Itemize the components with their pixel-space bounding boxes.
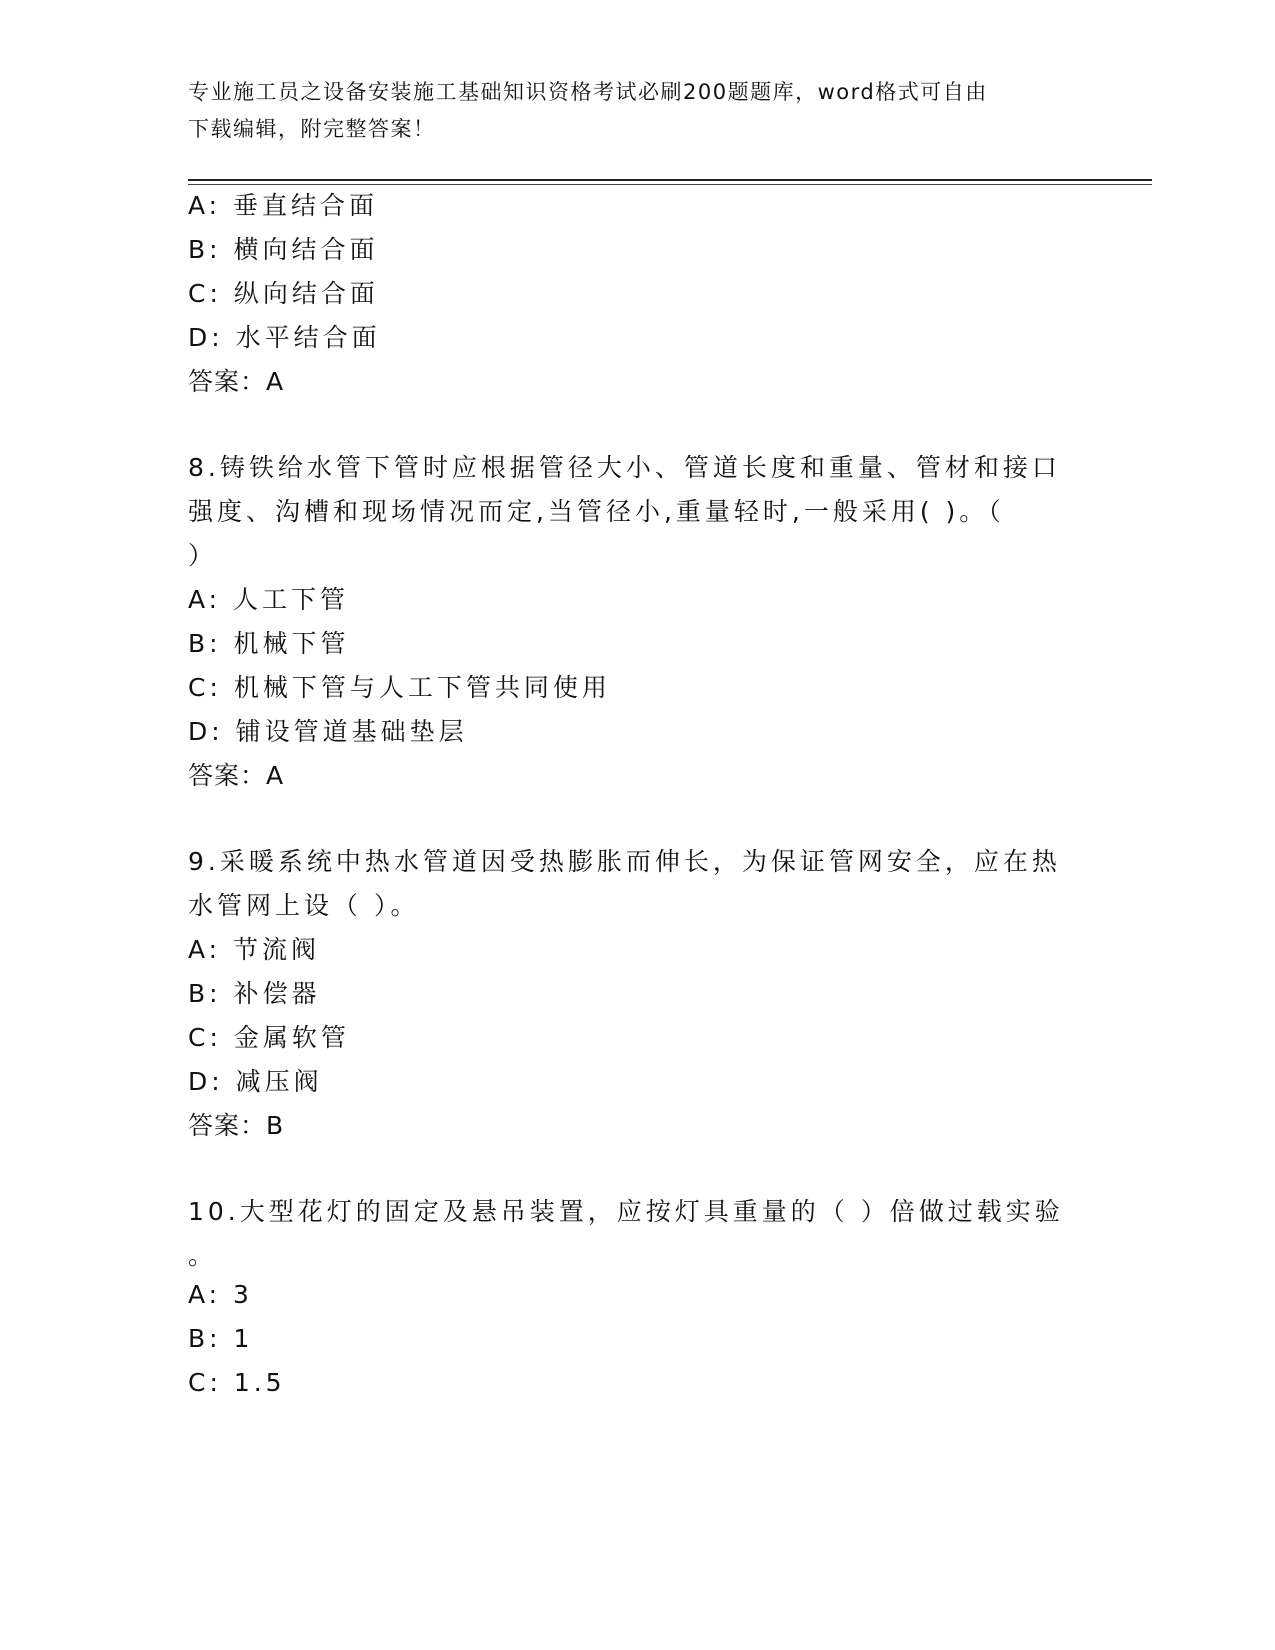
q10-option-b: B: 1 [188, 1324, 254, 1353]
header-divider-thick [188, 179, 1152, 181]
header-line-2: 下载编辑，附完整答案！ [188, 117, 436, 141]
q7-answer: 答案：A [188, 367, 285, 396]
q7-option-c: C: 纵向结合面 [188, 279, 379, 308]
q9-stem-line-1: 9.采暖系统中热水管道因受热膨胀而伸长，为保证管网安全，应在热 [188, 847, 1061, 876]
q10-option-a: A: 3 [188, 1280, 253, 1309]
q8-answer: 答案：A [188, 761, 285, 790]
q7-option-b: B: 横向结合面 [188, 235, 379, 264]
q9-stem-line-2: 水管网上设（ ）。 [188, 891, 420, 920]
document-header [188, 74, 1068, 148]
q9-option-d: D: 减压阀 [188, 1067, 323, 1096]
q8-option-c: C: 机械下管与人工下管共同使用 [188, 673, 611, 702]
q8-stem-line-3: ） [188, 541, 218, 570]
q9-option-b: B: 补偿器 [188, 979, 321, 1008]
q7-option-a: A: 垂直结合面 [188, 191, 379, 220]
q10-option-c: C: 1.5 [188, 1368, 286, 1397]
header-divider-thin [188, 184, 1152, 185]
header-line-1: 专业施工员之设备安装施工基础知识资格考试必刷200题题库，word格式可自由 [188, 80, 988, 104]
q7-option-d: D: 水平结合面 [188, 323, 381, 352]
q9-option-a: A: 节流阀 [188, 935, 321, 964]
q8-stem-line-2: 强度、沟槽和现场情况而定,当管径小,重量轻时,一般采用( )。（ [188, 497, 1005, 526]
q10-stem-line-2: 。 [188, 1241, 218, 1270]
q8-stem-line-1: 8.铸铁给水管下管时应根据管径大小、管道长度和重量、管材和接口 [188, 453, 1061, 482]
q8-option-a: A: 人工下管 [188, 585, 350, 614]
q10-stem-line-1: 10.大型花灯的固定及悬吊装置，应按灯具重量的（ ）倍做过载实验 [188, 1197, 1064, 1226]
q9-option-c: C: 金属软管 [188, 1023, 350, 1052]
q8-option-b: B: 机械下管 [188, 629, 350, 658]
q8-option-d: D: 铺设管道基础垫层 [188, 717, 468, 746]
q9-answer: 答案：B [188, 1111, 285, 1140]
